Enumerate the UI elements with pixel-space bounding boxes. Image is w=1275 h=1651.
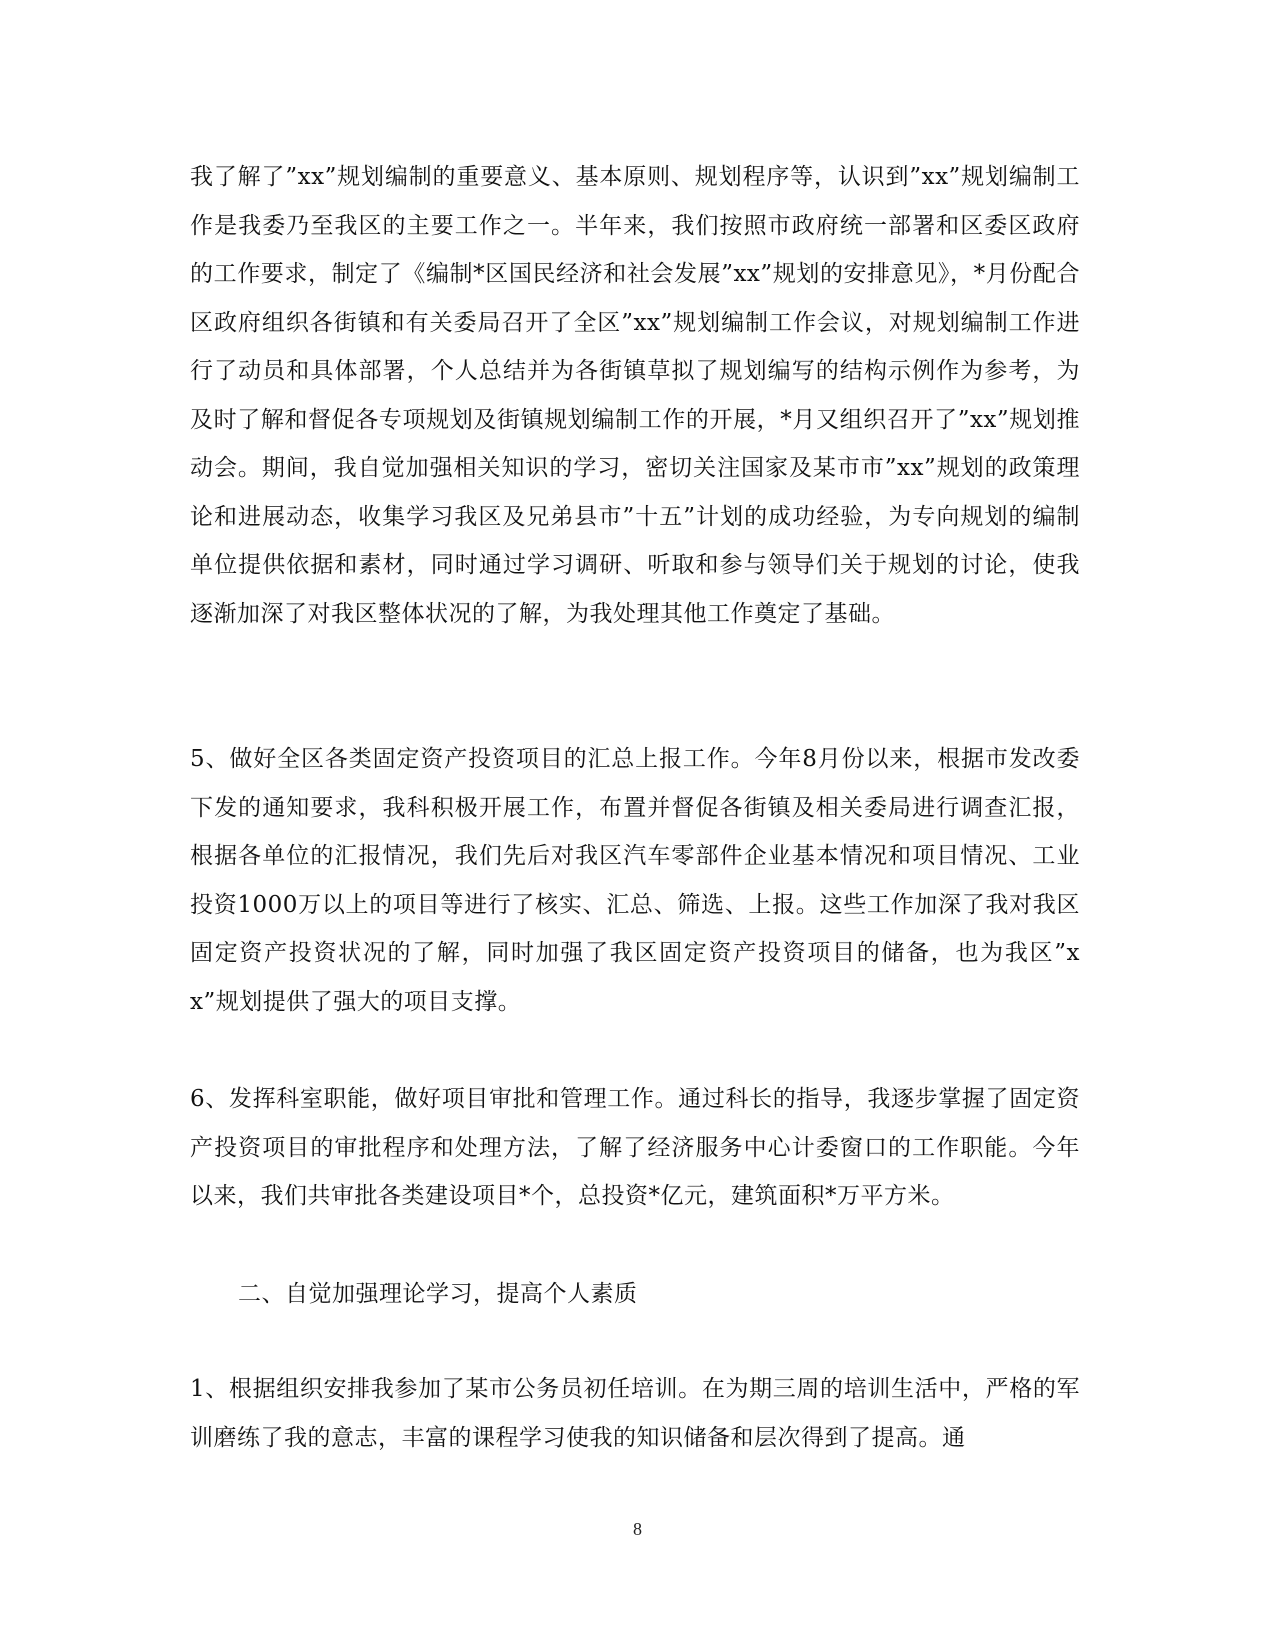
paragraph-item-1: 1、根据组织安排我参加了某市公务员初任培训。在为期三周的培训生活中，严格的军训磨练了我的意志，丰富的课程学习使我的知识储备和层次得到了提高。通: [190, 1376, 1080, 1451]
paragraph-planning-work: 我了解了”xx”规划编制的重要意义、基本原则、规划程序等，认识到”xx”规划编制工作是我委乃至我区的主要工作之一。半年来，我们按照市政府统一部署和区委区政府的工作要求，制定了《编制*区国民经济和社会发展”xx”规划的安排意见》，*月份配合区政府组织各街镇和有关委局召开了全区”xx”规划编制工作会议，对规划编制工作进行了动员和具体部署，个人总结并为各街镇草拟了规划编写的结构示例作为参考，为及时了解和督促各专项规划及街镇规划编制工作的开展，*月又组织召开了”xx”规划推动会。期间，我自觉加强相关知识的学习，密切关注国家及某市市”xx”规划的政策理论和进展动态，收集学习我区及兄弟县市”十五”计划的成功经验，为专向规划的编制单位提供依据和素材，同时通过学习调研、听取和参与领导们关于规划的讨论，使我逐渐加深了对我区整体状况的了解，为我处理其他工作奠定了基础。: [190, 164, 1080, 627]
section-heading: 二、自觉加强理论学习，提高个人素质: [238, 1281, 638, 1307]
paragraph-item-5: 5、做好全区各类固定资产投资项目的汇总上报工作。今年8月份以来，根据市发改委下发的通知要求，我科积极开展工作，布置并督促各街镇及相关委局进行调查汇报，根据各单位的汇报情况，我们先后对我区汽车零部件企业基本情况和项目情况、工业投资1000万以上的项目等进行了核实、汇总、筛选、上报。这些工作加深了我对我区固定资产投资状况的了解，同时加强了我区固定资产投资项目的储备，也为我区”xx”规划提供了强大的项目支撑。: [190, 746, 1080, 1015]
page-number: 8: [633, 1519, 642, 1539]
paragraph-item-6: 6、发挥科室职能，做好项目审批和管理工作。通过科长的指导，我逐步掌握了固定资产投资项目的审批程序和处理方法，了解了经济服务中心计委窗口的工作职能。今年以来，我们共审批各类建设项目*个，总投资*亿元，建筑面积*万平方米。: [190, 1086, 1080, 1209]
